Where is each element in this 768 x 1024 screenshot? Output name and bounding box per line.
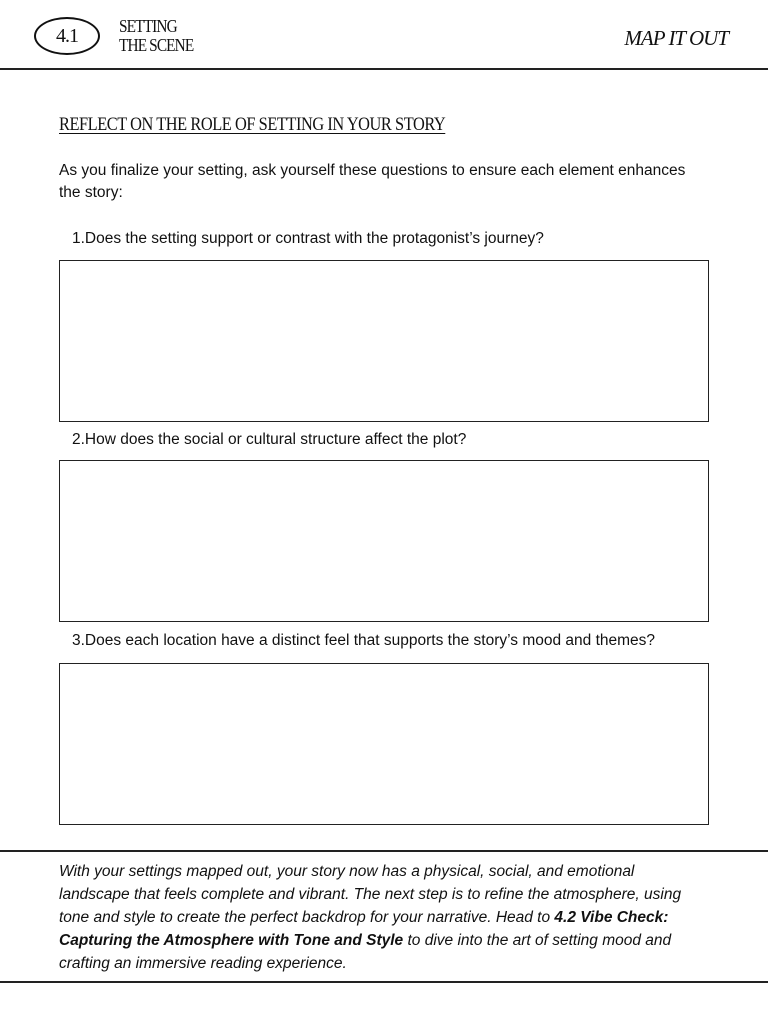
section-number: 4.1 (56, 24, 78, 47)
section-title-line-2: THE SCENE (119, 35, 194, 55)
section-title-line-1: SETTING (119, 16, 177, 36)
footer-bottom-rule (0, 981, 768, 983)
next-section-number: 4.2 Vibe Check: (554, 909, 669, 926)
chapter-title: MAP IT OUT (624, 26, 728, 50)
next-section-title: Capturing the Atmosphere with Tone and Style (59, 932, 404, 949)
answer-box-3[interactable] (59, 663, 709, 825)
question-2: 2.How does the social or cultural structure affect the plot? (72, 431, 467, 448)
intro-paragraph: As you finalize your setting, ask yourself these questions to ensure each element enhances the story: (59, 162, 686, 201)
answer-box-2[interactable] (59, 460, 709, 622)
page-heading: REFLECT ON THE ROLE OF SETTING IN YOUR STORY (59, 114, 446, 135)
section-number-badge (34, 17, 100, 55)
page-header (0, 0, 768, 70)
footer-text-before: With your settings mapped out, your story now has a physical, social, and emotional landscape that feels complete and vibrant. The next step is to refine the atmosphere, using tone and style to create the perfect backdrop for your narrative. Head to (59, 863, 682, 926)
footer-paragraph (59, 860, 709, 975)
answer-box-1[interactable] (59, 260, 709, 422)
footer-top-rule (0, 850, 768, 852)
question-1: 1.Does the setting support or contrast with the protagonist’s journey? (72, 230, 544, 247)
question-3: 3.Does each location have a distinct feel that supports the story’s mood and themes? (72, 632, 656, 649)
section-title (119, 17, 193, 55)
footer-text-after: to dive into the art of setting mood and crafting an immersive reading experience. (59, 932, 672, 972)
